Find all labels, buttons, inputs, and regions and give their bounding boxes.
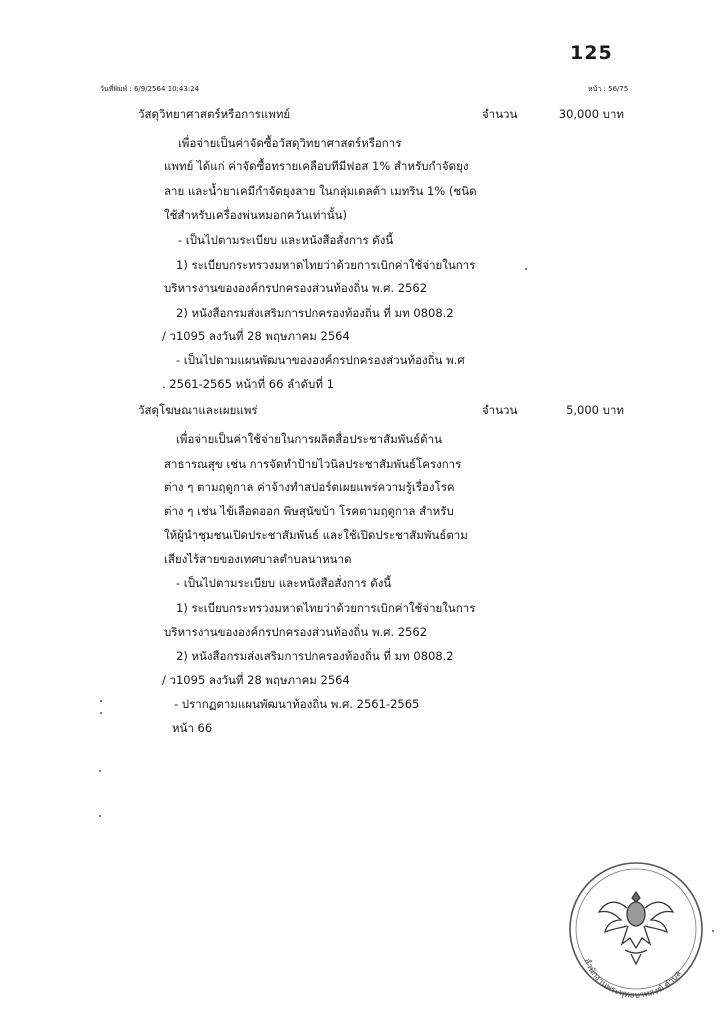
description-line: 1) ระเบียบกระทรวงมหาดไทยว่าด้วยการเบิกค่าใช้จ่ายในการ bbox=[176, 258, 476, 272]
page-number: 125 bbox=[570, 42, 613, 64]
printed-date: วันที่พิมพ์ : 6/9/2564 10:43:24 bbox=[100, 85, 200, 93]
description-line: . 2561-2565 หน้าที่ 66 ลำดับที่ 1 bbox=[162, 377, 334, 391]
quantity-label: จำนวน bbox=[482, 403, 518, 417]
seal-text bbox=[581, 957, 683, 1000]
description-line: ใช้สำหรับเครื่องพ่นหมอกควันเท่านั้น) bbox=[164, 208, 347, 222]
description-line: - ปรากฏตามแผนพัฒนาท้องถิ่น พ.ศ. 2561-2565 bbox=[174, 697, 420, 711]
description-line: แพทย์ ได้แก่ ค่าจัดซื้อทรายเคลือบทีมีฟอส 1% สำหรับกำจัดยุง bbox=[164, 159, 469, 173]
scan-speck bbox=[100, 700, 102, 702]
description-line: 2) หนังสือกรมส่งเสริมการปกครองท้องถิ่น ที่ มท 0808.2 bbox=[176, 306, 454, 320]
description-line: / ว1095 ลงวันที่ 28 พฤษภาคม 2564 bbox=[162, 329, 350, 343]
description-line: - เป็นไปตามระเบียบ และหนังสือสั่งการ ดังนี้ bbox=[176, 576, 392, 590]
amount-value: 30,000 บาท bbox=[558, 107, 624, 121]
description-line: เสียงไร้สายของเทศบาลตำบลนาหนาด bbox=[164, 552, 352, 566]
seal-text-path: สำนักงานพระพุทธบาทสงฆ์ ตำบล bbox=[581, 957, 684, 1000]
description-line: ให้ผู้นำชุมชนเปิดประชาสัมพันธ์ และใช้เปิดประชาสัมพันธ์ตาม bbox=[164, 528, 468, 542]
scan-speck bbox=[99, 815, 101, 817]
description-line: ต่าง ๆ เช่น ไข้เลือดออก พิษสุนัขบ้า โรคตามฤดูกาล สำหรับ bbox=[164, 504, 454, 518]
scan-speck bbox=[99, 770, 101, 772]
quantity-label: จำนวน bbox=[482, 107, 518, 121]
description-line: หน้า 66 bbox=[172, 721, 213, 735]
amount-value: 5,000 บาท bbox=[566, 403, 624, 417]
description-line: - เป็นไปตามระเบียบ และหนังสือสั่งการ ดังนี้ bbox=[178, 233, 394, 247]
description-line: ลาย และน้ำยาเคมีกำจัดยุงลาย ในกลุ่มเดลต้า เมทริน 1% (ชนิด bbox=[164, 184, 477, 198]
description-line: เพื่อจ่ายเป็นค่าจัดซื้อวัสดุวิทยาศาสตร์หรือการ bbox=[178, 136, 402, 150]
description-line: - เป็นไปตามแผนพัฒนาขององค์กรปกครองส่วนท้องถิ่น พ.ศ bbox=[176, 353, 465, 367]
scan-speck bbox=[525, 268, 527, 270]
description-line: สาธารณสุข เช่น การจัดทำป้ายไวนิลประชาสัมพันธ์โครงการ bbox=[164, 457, 462, 471]
description-line: บริหารงานขององค์กรปกครองส่วนท้องถิ่น พ.ศ. 2562 bbox=[164, 281, 428, 295]
item-title: วัสดุวิทยาศาสตร์หรือการแพทย์ bbox=[138, 107, 291, 121]
scan-speck bbox=[712, 930, 714, 932]
description-line: เพื่อจ่ายเป็นค่าใช้จ่ายในการผลิตสื่อประชาสัมพันธ์ด้าน bbox=[176, 432, 442, 446]
item-title: วัสดุโฆษณาและเผยแพร่ bbox=[138, 403, 258, 417]
description-line: 2) หนังสือกรมส่งเสริมการปกครองท้องถิ่น ที่ มท 0808.2 bbox=[176, 649, 454, 663]
description-line: / ว1095 ลงวันที่ 28 พฤษภาคม 2564 bbox=[162, 673, 350, 687]
official-seal-stamp bbox=[565, 858, 707, 1000]
page-count: หน้า : 56/75 bbox=[588, 85, 629, 93]
description-line: 1) ระเบียบกระทรวงมหาดไทยว่าด้วยการเบิกค่าใช้จ่ายในการ bbox=[176, 601, 476, 615]
scan-speck bbox=[100, 712, 102, 714]
description-line: บริหารงานขององค์กรปกครองส่วนท้องถิ่น พ.ศ. 2562 bbox=[164, 625, 428, 639]
garuda-emblem-icon bbox=[599, 892, 673, 964]
description-line: ต่าง ๆ ตามฤดูกาล ค่าจ้างทำสปอร์ตเผยแพร่ความรู้เรื่องโรค bbox=[164, 480, 455, 494]
